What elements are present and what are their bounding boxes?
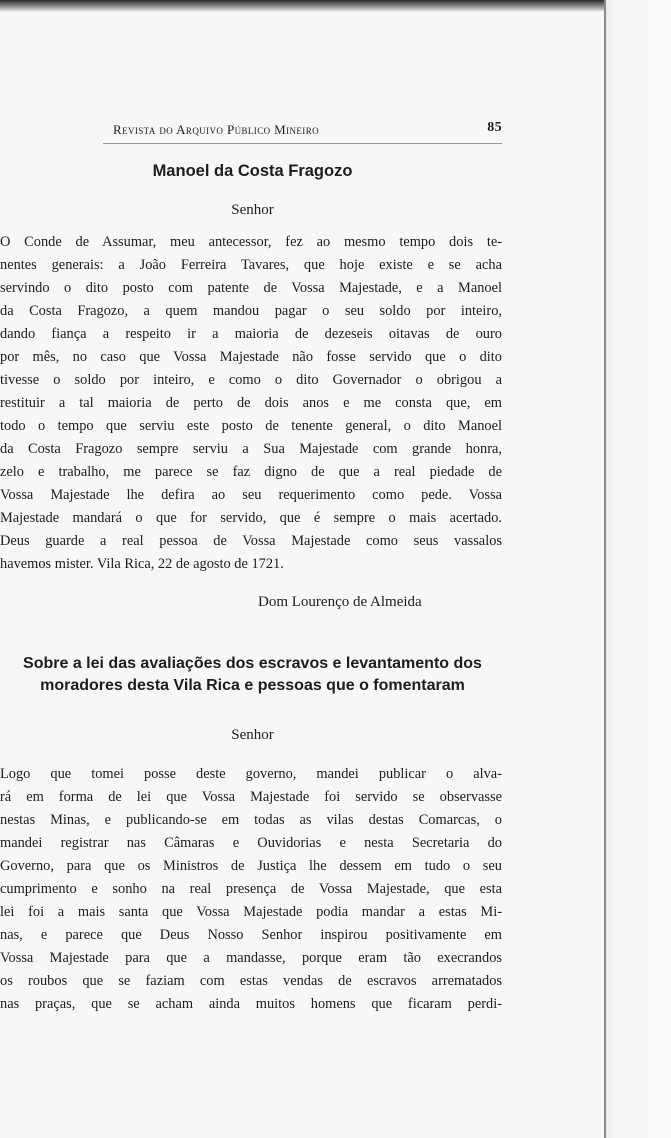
book-gutter-edge: [604, 0, 671, 1138]
header-rule: [103, 143, 502, 144]
letter-2-salutation: Senhor: [231, 727, 274, 743]
text-line: os roubos que se faziam com estas vendas de escravos arrematados: [0, 973, 502, 989]
text-line: por mês, no caso que Vossa Majestade não fosse servido que o dito: [0, 349, 502, 365]
text-line: nestas Minas, e publicando-se em todas as vilas destas Comarcas, o: [0, 812, 502, 828]
text-line: tivesse o soldo por inteiro, e como o dito Governador o obrigou a: [0, 372, 502, 388]
text-line: Deus guarde a real pessoa de Vossa Majestade como seus vassalos: [0, 533, 502, 549]
letter-1-title: Manoel da Costa Fragozo: [152, 162, 353, 180]
letter-1-body: [0, 231, 502, 576]
text-line: zelo e trabalho, me parece se faz digno de que a real piedade de: [0, 464, 502, 480]
text-line: O Conde de Assumar, meu antecessor, fez ao mesmo tempo dois te-: [0, 234, 502, 250]
text-line: da Costa Fragozo, a quem mandou pagar o seu soldo por inteiro,: [0, 303, 502, 319]
text-line: restituir a tal maioria de perto de dois anos e me consta que, em: [0, 395, 502, 411]
running-header: [103, 120, 502, 140]
text-line: cumprimento e sonho na real presença de Vossa Majestade, que esta: [0, 881, 502, 897]
letter-1-signature: Dom Lourenço de Almeida: [258, 594, 422, 610]
text-line: Vossa Majestade para que a mandasse, porque eram tão execrandos: [0, 950, 502, 966]
text-line: dando fiança a respeito ir a maioria de dezeseis oitavas de ouro: [0, 326, 502, 342]
text-line: mandei registrar nas Câmaras e Ouvidorias e nesta Secretaria do: [0, 835, 502, 851]
text-line: havemos mister. Vila Rica, 22 de agosto de 1721.: [0, 556, 284, 572]
letter-2-title-line-1: Sobre a lei das avaliações dos escravos e levantamento dos: [23, 655, 482, 672]
text-line: nentes generais: a João Ferreira Tavares, que hoje existe e se acha: [0, 257, 502, 273]
text-line: lei foi a mais santa que Vossa Majestade podia mandar a estas Mi-: [0, 904, 502, 920]
text-line: todo o tempo que serviu este posto de tenente general, o dito Manoel: [0, 418, 502, 434]
text-line: Vossa Majestade lhe defira ao seu requerimento como pede. Vossa: [0, 487, 502, 503]
letter-2-body: [0, 763, 502, 1016]
text-line: nas praças, que se acham ainda muitos homens que ficaram perdi-: [0, 996, 502, 1012]
letter-2-title-line-2: moradores desta Vila Rica e pessoas que o fomentaram: [40, 677, 465, 694]
letter-1-salutation: Senhor: [231, 202, 274, 218]
text-line: da Costa Fragozo sempre serviu a Sua Majestade com grande honra,: [0, 441, 502, 457]
page-number: 85: [487, 120, 502, 135]
text-line: Majestade mandará o que for servido, que é sempre o mais acertado.: [0, 510, 502, 526]
text-line: servindo o dito posto com patente de Vossa Majestade, e a Manoel: [0, 280, 502, 296]
text-line: Governo, para que os Ministros de Justiça lhe dessem em tudo o seu: [0, 858, 502, 874]
letter-2-title: [0, 653, 505, 697]
text-line: nas, e parece que Deus Nosso Senhor inspirou positivamente em: [0, 927, 502, 943]
text-line: rá em forma de lei que Vossa Majestade foi servido se observasse: [0, 789, 502, 805]
scan-top-edge: [0, 0, 671, 12]
text-line: Logo que tomei posse deste governo, mandei publicar o alva-: [0, 766, 502, 782]
journal-title: Revista do Arquivo Público Mineiro: [113, 122, 319, 137]
